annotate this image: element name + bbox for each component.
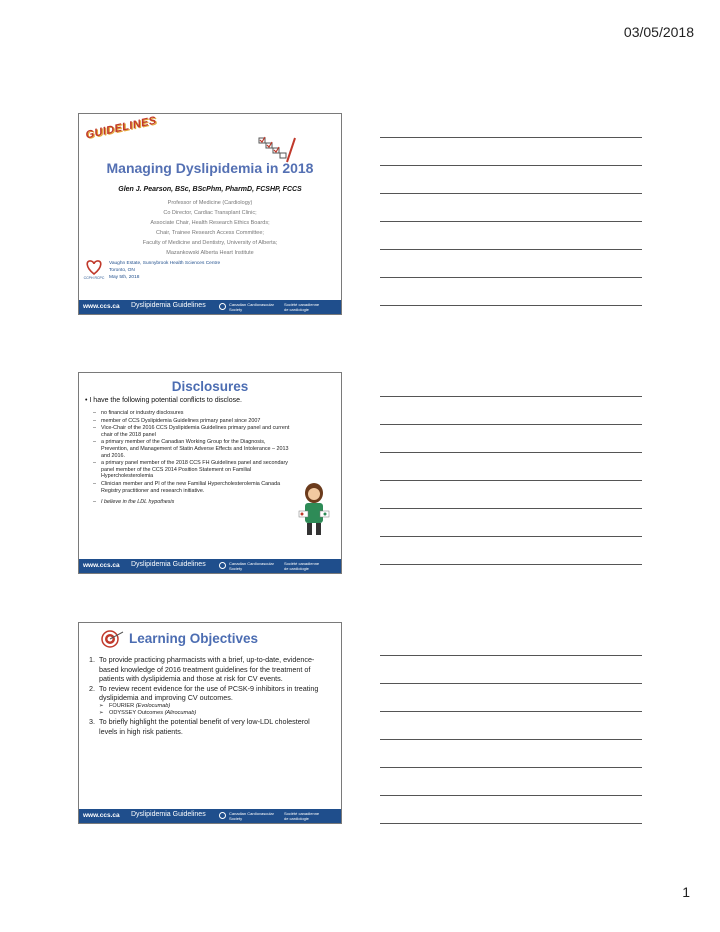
role-line: Co Director, Cardiac Transplant Clinic; (163, 210, 257, 216)
note-line (380, 655, 642, 656)
note-line (380, 508, 642, 509)
note-line (380, 193, 642, 194)
guidelines-logo: GUIDELINES (84, 114, 158, 142)
sub-item: ➢ ODYSSEY Outcomes (Alirocumab) (99, 709, 197, 716)
footer-ccs-en: Canadian Cardiovascular Society (229, 561, 274, 571)
footer-ccs-en: Canadian Cardiovascular Society (229, 302, 274, 312)
note-line (380, 823, 642, 824)
note-line (380, 396, 642, 397)
list-item: – member of CCS Dyslipidemia Guidelines primary panel since 2007 (93, 417, 261, 424)
list-item: 2. To review recent evidence for the use of PCSK-9 inhibitors in treating dyslipidemia and improving CV outcomes. (89, 683, 319, 703)
list-item: 3. To briefly highlight the potential benefit of very low-LDL cholesterol levels in high risk patients. (89, 716, 310, 736)
note-line (380, 277, 642, 278)
list-item: – Clinician member and PI of the new Familial Hypercholesterolemia Canada Registry practitioner and research initiative. (93, 480, 281, 494)
page-number: 1 (682, 884, 690, 900)
footer-title: Dyslipidemia Guidelines (131, 811, 206, 818)
author-roles (79, 198, 341, 258)
slide-footer (79, 809, 341, 823)
footer-ccs-fr: Société canadienne de cardiologie (284, 561, 320, 571)
slide-learning-objectives (78, 622, 342, 824)
footer-title: Dyslipidemia Guidelines (131, 302, 206, 309)
list-item: – I believe in the LDL hypothesis (93, 499, 175, 506)
list-item: – a primary member of the Canadian Working Group for the Diagnosis, Prevention, and Management of Statin Adverse Effects and Intolerance – 2013 and 2016. (93, 439, 289, 459)
note-line (380, 536, 642, 537)
list-item: – no financial or industry disclosures (93, 410, 184, 416)
ccs-logo-icon (219, 562, 226, 569)
note-line (380, 249, 642, 250)
venue-line: Toronto, ON (109, 268, 135, 273)
sub-item: ➢ FOURIER (Evolocumab) (99, 702, 171, 709)
note-line (380, 767, 642, 768)
disclosure-list (93, 410, 293, 507)
note-line (380, 683, 642, 684)
disclosure-lead: • I have the following potential conflicts to disclose. (85, 397, 242, 404)
note-line (380, 305, 642, 306)
footer-ccs-en: Canadian Cardiovascular Society (229, 811, 274, 821)
role-line: Chair, Trainee Research Access Committee; (156, 230, 264, 236)
objectives-list (89, 655, 329, 736)
logo-text: CCPH RCPC (83, 276, 105, 280)
venue-line: May 5th, 2018 (109, 275, 140, 280)
slide-footer (79, 559, 341, 573)
role-line: Mazankowski Alberta Heart Institute (166, 250, 254, 256)
note-line (380, 137, 642, 138)
venue-line: Vaughn Estate, Sunnybrook Health Sciences Centre (109, 261, 221, 266)
venue-info (109, 260, 220, 281)
note-line (380, 424, 642, 425)
slide-title (78, 113, 342, 315)
ccs-logo-icon (219, 812, 226, 819)
note-line (380, 739, 642, 740)
slide-title-text: Managing Dyslipidemia in 2018 (106, 160, 314, 176)
slide-footer (79, 300, 341, 314)
slide-disclosures (78, 372, 342, 574)
presenter-cartoon-icon (295, 481, 333, 537)
note-line (380, 165, 642, 166)
footer-url: www.ccs.ca (83, 562, 120, 569)
footer-ccs-fr: Société canadienne de cardiologie (284, 302, 320, 312)
note-line (380, 564, 642, 565)
footer-url: www.ccs.ca (83, 812, 120, 819)
target-icon (101, 629, 125, 649)
note-line (380, 795, 642, 796)
ccs-logo-icon (219, 303, 226, 310)
footer-url: www.ccs.ca (83, 303, 120, 310)
page-date: 03/05/2018 (623, 24, 694, 40)
note-line (380, 221, 642, 222)
ccph-logo (83, 258, 105, 282)
role-line: Professor of Medicine (Cardiology) (167, 200, 253, 206)
role-line: Faculty of Medicine and Dentistry, University of Alberta; (142, 240, 278, 246)
author-line: Glen J. Pearson, BSc, BScPhm, PharmD, FCSHP, FCCS (118, 186, 302, 193)
note-line (380, 480, 642, 481)
list-item: – Vice-Chair of the 2016 CCS Dyslipidemia Guidelines primary panel and current chair of the 2018 panel (93, 425, 290, 438)
slide-heading: Learning Objectives (129, 631, 259, 646)
list-item: – a primary panel member of the 2018 CCS FH Guidelines panel and secondary panel member of the CCS 2014 Position Statement on Familial Hypercholesterolemia (93, 460, 288, 480)
footer-title: Dyslipidemia Guidelines (131, 561, 206, 568)
list-item: 1. To provide practicing pharmacists with a brief, up-to-date, evidence-based knowledge of 2016 treatment guidelines for the treatment of patients with dyslipidemia and those at risk for CV events. (89, 655, 315, 684)
footer-ccs-fr: Société canadienne de cardiologie (284, 811, 320, 821)
role-line: Associate Chair, Health Research Ethics Boards; (150, 220, 270, 226)
slide-heading: Disclosures (171, 379, 249, 394)
note-line (380, 711, 642, 712)
note-line (380, 452, 642, 453)
